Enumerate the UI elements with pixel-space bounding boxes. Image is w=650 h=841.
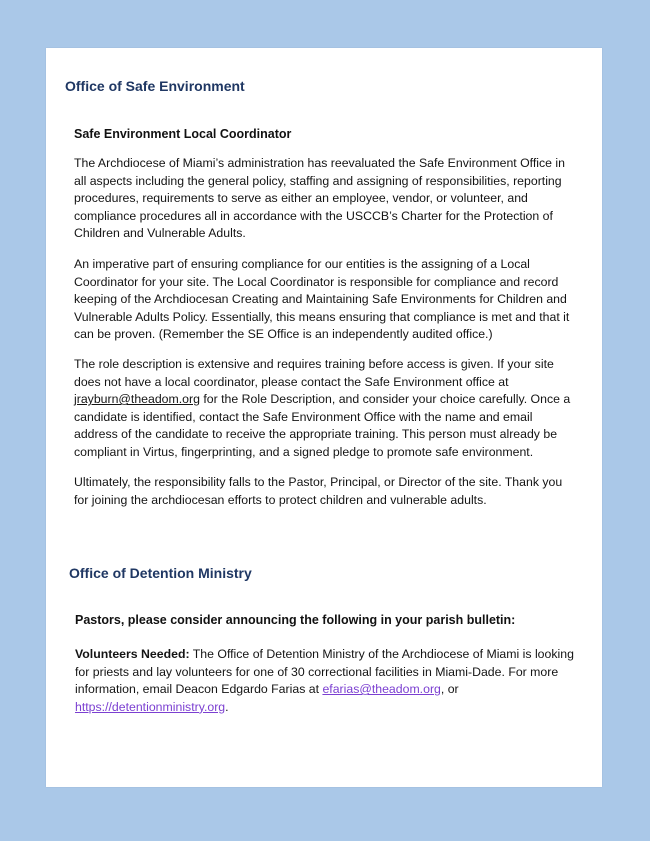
paragraph-reevaluation: The Archdiocese of Miami’s administration has reevaluated the Safe Environment Office in all aspects including the general policy, staffing and assigning of responsibilities, reporting procedures, requirements to serve as either an employee, vendor, or volunteer, and compliance procedures all in accordance with the USCCB’s Charter for the Protection of Children and Vulnerable Adults.	[74, 156, 565, 241]
document-page	[46, 48, 602, 787]
paragraph-role-description	[74, 356, 579, 462]
jrayburn-email-link[interactable]: jrayburn@theadom.org	[74, 392, 200, 407]
paragraph-responsibility: Ultimately, the responsibility falls to the Pastor, Principal, or Director of the site. Thank you for joining the archdiocesan efforts to protect children and vulnerable adults.	[74, 475, 563, 507]
volunteers-needed-label: Volunteers Needed:	[75, 647, 190, 661]
detention-ministry-website-link[interactable]: https://detentionministry.org	[75, 699, 226, 714]
local-coordinator-heading: Safe Environment Local Coordinator	[74, 127, 292, 141]
volunteers-body-end: .	[225, 699, 229, 714]
volunteers-body: The Office of Detention Ministry of the Archdiocese of Miami is looking for priests and lay volunteers for one of 30 correctional facilities in Miami-Dade. For more information, email Deacon Edgardo Farias at	[75, 647, 574, 697]
efarias-email-link[interactable]: efarias@theadom.org	[322, 682, 441, 697]
safe-environment-title: Office of Safe Environment	[65, 78, 245, 94]
detention-ministry-title: Office of Detention Ministry	[69, 565, 252, 581]
paragraph-volunteers-needed	[75, 646, 580, 716]
role-description-text: The role description is extensive and requires training before access is given. If your site does not have a local coordinator, please contact the Safe Environment office at	[74, 357, 554, 389]
volunteers-body-or: , or	[440, 682, 459, 697]
bulletin-announcement-heading: Pastors, please consider announcing the following in your parish bulletin:	[75, 613, 516, 627]
role-description-text-continued: for the Role Description, and consider your choice carefully. Once a candidate is identified, contact the Safe Environment Office with the name and email address of the candidate to receive the appropriate training. This person must already be compliant in Virtus, fingerprinting, and a signed pledge to promote safe environment.	[74, 392, 571, 459]
paragraph-local-coordinator: An imperative part of ensuring compliance for our entities is the assigning of a Local Coordinator for your site. The Local Coordinator is responsible for compliance and record keeping of the Archdiocesan Creating and Maintaining Safe Environments for Children and Vulnerable Adults Policy. Essentially, this means ensuring that compliance is met and that it can be proven. (Remember the SE Office is an independently audited office.)	[74, 257, 570, 342]
